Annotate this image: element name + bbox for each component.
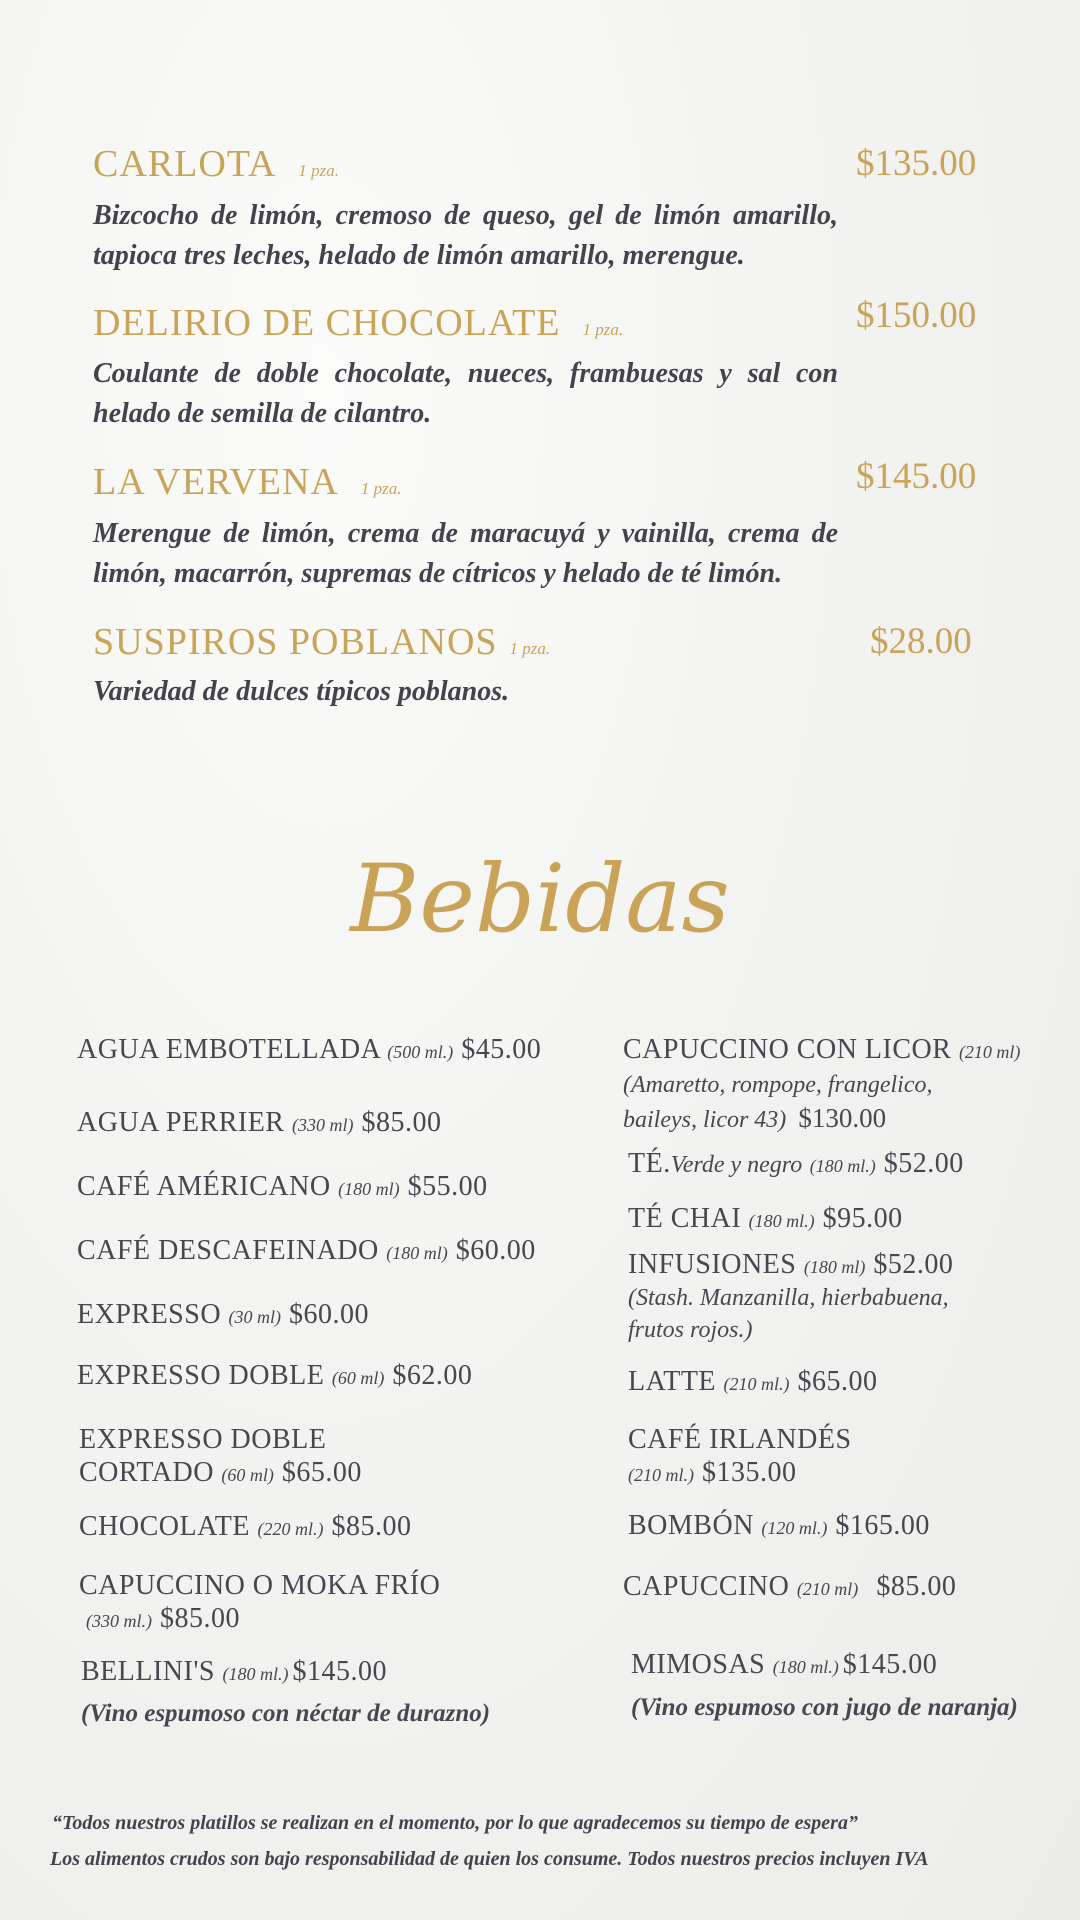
drink-item: EXPRESSO DOBLE (60 ml) $62.00 — [77, 1360, 473, 1391]
drink-item-name: EXPRESSO DOBLE — [79, 1424, 327, 1455]
drink-item: CHOCOLATE (220 ml.) $85.00 — [79, 1511, 412, 1542]
drink-item: AGUA EMBOTELLADA (500 ml.) $45.00 — [77, 1034, 542, 1065]
dessert-qty: 1 pza. — [360, 479, 402, 498]
drink-item: (330 ml.) $85.00 — [86, 1603, 240, 1634]
footer-disclaimer: Los alimentos crudos son bajo responsabilidad de quien los consume. Todos nuestros precios incluyen IVA — [50, 1848, 929, 1870]
drink-item: AGUA PERRIER (330 ml) $85.00 — [77, 1107, 442, 1138]
dessert-name-vervena: LA VERVENA 1 pza. — [93, 461, 402, 503]
drink-item: BELLINI'S (180 ml.) $145.00 — [81, 1656, 387, 1687]
footer-wait-note: “Todos nuestros platillos se realizan en el momento, por lo que agradecemos su tiempo de espera” — [52, 1812, 858, 1834]
dessert-price: $150.00 — [856, 295, 977, 336]
drink-item: CAPUCCINO (210 ml) $85.00 — [623, 1571, 957, 1602]
dessert-description: Coulante de doble chocolate, nueces, frambuesas y sal con helado de semilla de cilantro. — [93, 358, 838, 429]
drink-note: (Stash. Manzanilla, hierbabuena, — [628, 1285, 949, 1311]
drink-note: (Vino espumoso con jugo de naranja) — [631, 1694, 1018, 1721]
dessert-price: $28.00 — [870, 621, 972, 662]
dessert-description: Bizcocho de limón, cremoso de queso, gel de limón amarillo, tapioca tres leches, helado de limón amarillo, merengue. — [93, 200, 838, 271]
drink-item: BOMBÓN (120 ml.) $165.00 — [628, 1510, 930, 1541]
dessert-description: Merengue de limón, crema de maracuyá y vainilla, crema de limón, macarrón, supremas de cítricos y helado de té limón. — [93, 518, 838, 589]
drink-note: (Amaretto, rompope, frangelico, — [623, 1072, 933, 1098]
dessert-name-suspiros: SUSPIROS POBLANOS 1 pza. — [93, 621, 551, 663]
drink-item: MIMOSAS (180 ml.) $145.00 — [631, 1649, 938, 1680]
dessert-qty: 1 pza. — [298, 161, 340, 180]
dessert-qty: 1 pza. — [509, 639, 551, 658]
drink-item: CAFÉ AMÉRICANO (180 ml) $55.00 — [77, 1171, 488, 1202]
drink-item: CORTADO (60 ml) $65.00 — [79, 1457, 362, 1488]
drink-note: (Vino espumoso con néctar de durazno) — [81, 1700, 491, 1727]
drink-item: INFUSIONES (180 ml) $52.00 — [628, 1249, 954, 1280]
dessert-name-delirio: DELIRIO DE CHOCOLATE 1 pza. — [93, 302, 624, 344]
drink-item: CAFÉ DESCAFEINADO (180 ml) $60.00 — [77, 1235, 536, 1266]
drink-item: (210 ml.) $135.00 — [628, 1457, 797, 1488]
drink-item: LATTE (210 ml.) $65.00 — [628, 1366, 878, 1397]
section-title-bebidas: Bebidas — [350, 845, 730, 954]
dessert-price: $135.00 — [856, 143, 977, 184]
dessert-price: $145.00 — [856, 456, 977, 497]
drink-note: baileys, licor 43) $130.00 — [623, 1103, 887, 1133]
drink-item: TÉ.Verde y negro (180 ml.) $52.00 — [628, 1148, 964, 1179]
drink-item: TÉ CHAI (180 ml.) $95.00 — [628, 1203, 903, 1234]
drink-item: EXPRESSO (30 ml) $60.00 — [77, 1299, 370, 1330]
drink-item-name: CAFÉ IRLANDÉS — [628, 1424, 852, 1455]
drink-item-name: CAPUCCINO O MOKA FRÍO — [79, 1570, 441, 1601]
drink-item: CAPUCCINO CON LICOR (210 ml) — [623, 1034, 1021, 1065]
dessert-qty: 1 pza. — [582, 320, 624, 339]
drink-note: frutos rojos.) — [628, 1317, 753, 1343]
dessert-name-carlota: CARLOTA 1 pza. — [93, 143, 340, 185]
dessert-description: Variedad de dulces típicos poblanos. — [93, 676, 510, 707]
